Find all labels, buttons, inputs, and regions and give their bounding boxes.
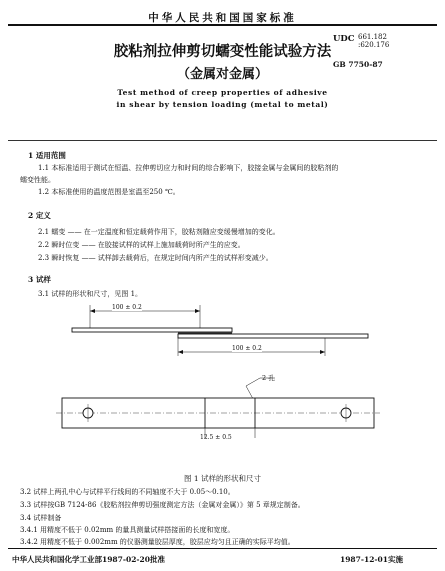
figure-caption: 图 1 试样的形状和尺寸 — [183, 474, 262, 483]
standard-header: 中华人民共和国国家标准 — [148, 12, 297, 24]
dimension-bottom-label: 100 ± 0.2 — [232, 345, 262, 352]
udc-label: UDC — [333, 34, 355, 44]
clause-3-1: 3.1 试样的形状和尺寸，见图 1。 — [38, 290, 143, 298]
title-divider — [8, 140, 437, 141]
section-1-heading: 1 适用范围 — [28, 151, 66, 160]
specimen-side-view — [60, 300, 380, 362]
clause-3-4: 3.4 试样制备 — [20, 514, 62, 522]
clause-1-2: 1.2 本标准使用的温度范围是室温至250 ℃。 — [38, 188, 180, 196]
title-english-line1: Test method of creep properties of adhesive — [117, 88, 328, 97]
dimension-top-label: 100 ± 0.2 — [112, 304, 142, 311]
clause-3-2: 3.2 试样上两孔中心与试样平行线间的不同轴度不大于 0.05～0.10。 — [20, 488, 235, 496]
subtitle-chinese: （金属对金属） — [176, 67, 268, 82]
footer-implementation: 1987-12-01实施 — [340, 555, 403, 564]
definition-2-1: 2.1 蠕变 —— 在一定温度和恒定载荷作用下，胶粘剂随应变缓慢增加的变化。 — [38, 228, 280, 236]
definition-2-3: 2.3 瞬时恢复 —— 试样卸去载荷后，在规定时间内所产生的试样形变减少。 — [38, 254, 273, 262]
section-3-heading: 3 试样 — [28, 275, 51, 284]
title-english-line2: in shear by tension loading (metal to metal) — [116, 100, 329, 109]
udc-code-line2: :620.176 — [358, 41, 390, 49]
udc-code-line1: 661.182 — [358, 33, 387, 41]
footer-rule — [8, 548, 437, 549]
gb-number: GB 7750-87 — [333, 60, 383, 69]
clause-3-4-1: 3.4.1 用精度不低于 0.02mm 的量具测量试样搭接面的长度和宽度。 — [20, 526, 235, 534]
clause-1-1: 1.1 本标准适用于测试在恒温、拉伸剪切应力和时间的综合影响下，胶接金属与金属间的胶粘剂的 — [38, 164, 339, 172]
title-chinese: 胶粘剂拉伸剪切蠕变性能试验方法 — [113, 43, 332, 60]
header-rule — [8, 24, 437, 26]
hole-label: 2 孔 — [262, 374, 275, 382]
specimen-top-view — [50, 370, 390, 442]
clause-3-4-2: 3.4.2 用精度不低于 0.002mm 的仪器测量胶层厚度，胶层应均匀且正确的实际平均值。 — [20, 538, 295, 546]
dimension-width-label: 12.5 ± 0.5 — [200, 434, 232, 441]
clause-3-3: 3.3 试样按GB 7124-86《胶粘剂拉伸剪切强度测定方法（金属对金属）》第 5 章规定制备。 — [20, 501, 305, 509]
footer-approval: 中华人民共和国化学工业部1987-02-20批准 — [12, 555, 165, 564]
section-2-heading: 2 定义 — [28, 211, 51, 220]
clause-1-1-cont: 蠕变性能。 — [20, 176, 55, 184]
definition-2-2: 2.2 瞬时位变 —— 在胶接试样的试样上施加载荷时所产生的应变。 — [38, 241, 245, 249]
